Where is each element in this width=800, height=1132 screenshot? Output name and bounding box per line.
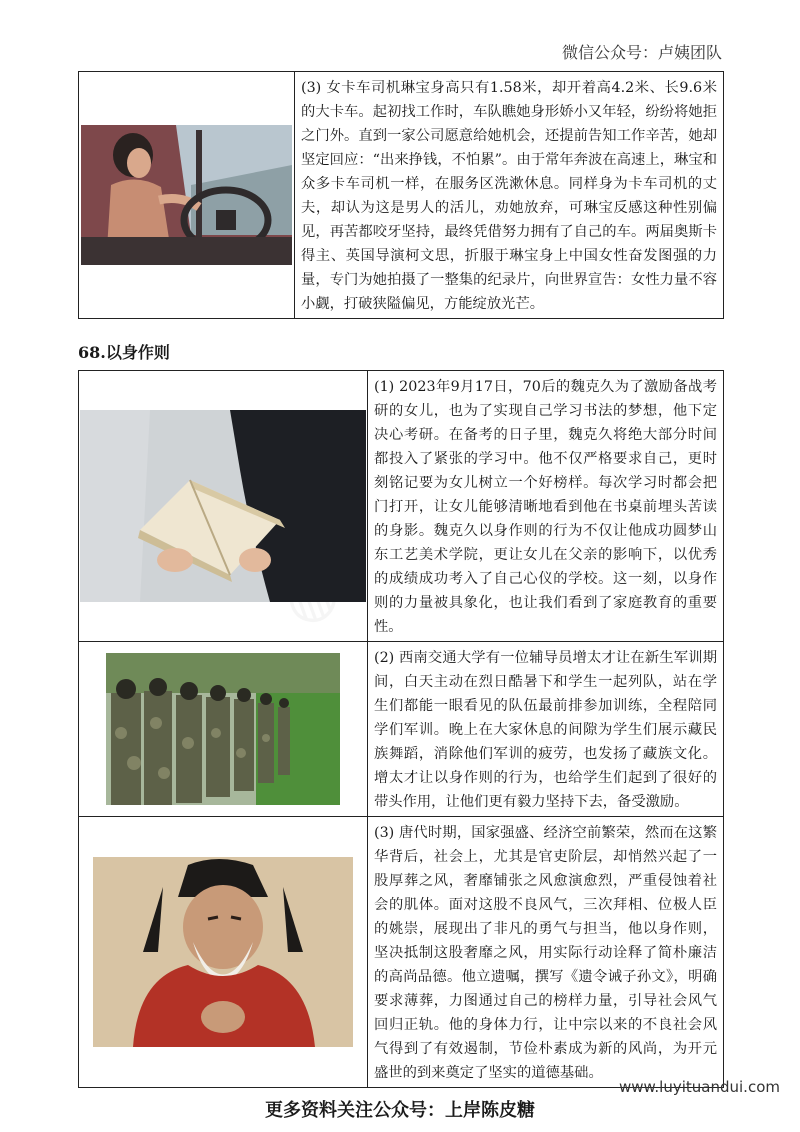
top-table	[78, 71, 724, 319]
reading-book-photo-icon	[79, 410, 367, 602]
image-cell	[79, 371, 368, 642]
footer-url[interactable]: www.luyituandui.com	[618, 1078, 780, 1096]
section-title: 68.以身作则	[78, 343, 170, 362]
header-account: 微信公众号：卢姨团队	[561, 43, 722, 62]
image-cell	[79, 817, 368, 1088]
table-cell-text: (3) 唐代时期，国家强盛、经济空前繁荣，然而在这繁华背后，社会上，尤其是官吏阶层，却悄然兴起了一股厚葬之风，奢靡铺张之风愈演愈烈，严重侵蚀着社会的肌体。面对这股不良风气，三次拜相、位极人臣的姚崇，展现出了非凡的勇气与担当，他以身作则，坚决抵制这股奢靡之风，用实际行动诠释了简朴廉洁的高尚品德。他立遗嘱，撰写《遗令诫子孙文》，明确要求薄葬，力图通过自己的榜样力量，引导社会风气回归正轨。他的身体力行，让中宗以来的不良社会风气得到了有效遏制，节俭朴素成为新的风尚，为开元盛世的到来奠定了坚实的道德基础。	[368, 817, 724, 1088]
image-cell	[79, 72, 295, 319]
military-training-photo-icon	[79, 653, 367, 805]
truck-driver-photo-icon	[79, 125, 294, 265]
table-row	[79, 371, 724, 642]
ancient-official-portrait-icon	[79, 857, 367, 1047]
table-cell-text: (2) 西南交通大学有一位辅导员增太才让在新生军训期间，白天主动在烈日酷暑下和学生一起列队，站在学生们都能一眼看见的队伍最前排参加训练，全程陪同学们军训。晚上在大家休息的间隙为学生们展示藏民族舞蹈，消除他们军训的疲劳，也发扬了藏族文化。增太才让以身作则的行为，也给学生们起到了很好的带头作用，让他们更有毅力坚持下去，备受激励。	[368, 642, 724, 817]
footer-note: 更多资料关注公众号：上岸陈皮糖	[265, 1100, 535, 1121]
table-cell-text: (3) 女卡车司机琳宝身高只有1.58米，却开着高4.2米、长9.6米的大卡车。起初找工作时，车队瞧她身形娇小又年轻，纷纷将她拒之门外。直到一家公司愿意给她机会，还提前告知工作辛苦，她却坚定回应：“出来挣钱，不怕累”。由于常年奔波在高速上，琳宝和众多卡车司机一样，在服务区洗漱休息。同样身为卡车司机的丈夫，却认为这是男人的活儿，劝她放弃，可琳宝反感这种性别偏见，再苦都咬牙坚持，最终凭借努力拥有了自己的车。两届奥斯卡得主、英国导演柯文思，折服于琳宝身上中国女性奋发图强的力量，专门为她拍摄了一整集的纪录片，向世界宣告：女性力量不容小觑，打破狭隘偏见，方能绽放光芒。	[295, 72, 724, 319]
table-row	[79, 817, 724, 1088]
table-cell-text: (1) 2023年9月17日，70后的魏克久为了激励备战考研的女儿，也为了实现自己学习书法的梦想，他下定决心考研。在备考的日子里，魏克久将绝大部分时间都投入了紧张的学习中。他不仅严格要求自己，更时刻铭记要为女儿树立一个好榜样。每次学习时都会把门打开，让女儿能够清晰地看到他在书桌前埋头苦读的身影。魏克久以身作则的行为不仅让他成功圆梦山东工艺美术学院，更让女儿在父亲的影响下，以优秀的成绩成功考入了自己心仪的学校。这一刻，以身作则的力量被具象化，也让我们看到了家庭教育的重要性。	[368, 371, 724, 642]
table-row	[79, 642, 724, 817]
image-cell	[79, 642, 368, 817]
main-table	[78, 370, 724, 1088]
table-row	[79, 72, 724, 319]
